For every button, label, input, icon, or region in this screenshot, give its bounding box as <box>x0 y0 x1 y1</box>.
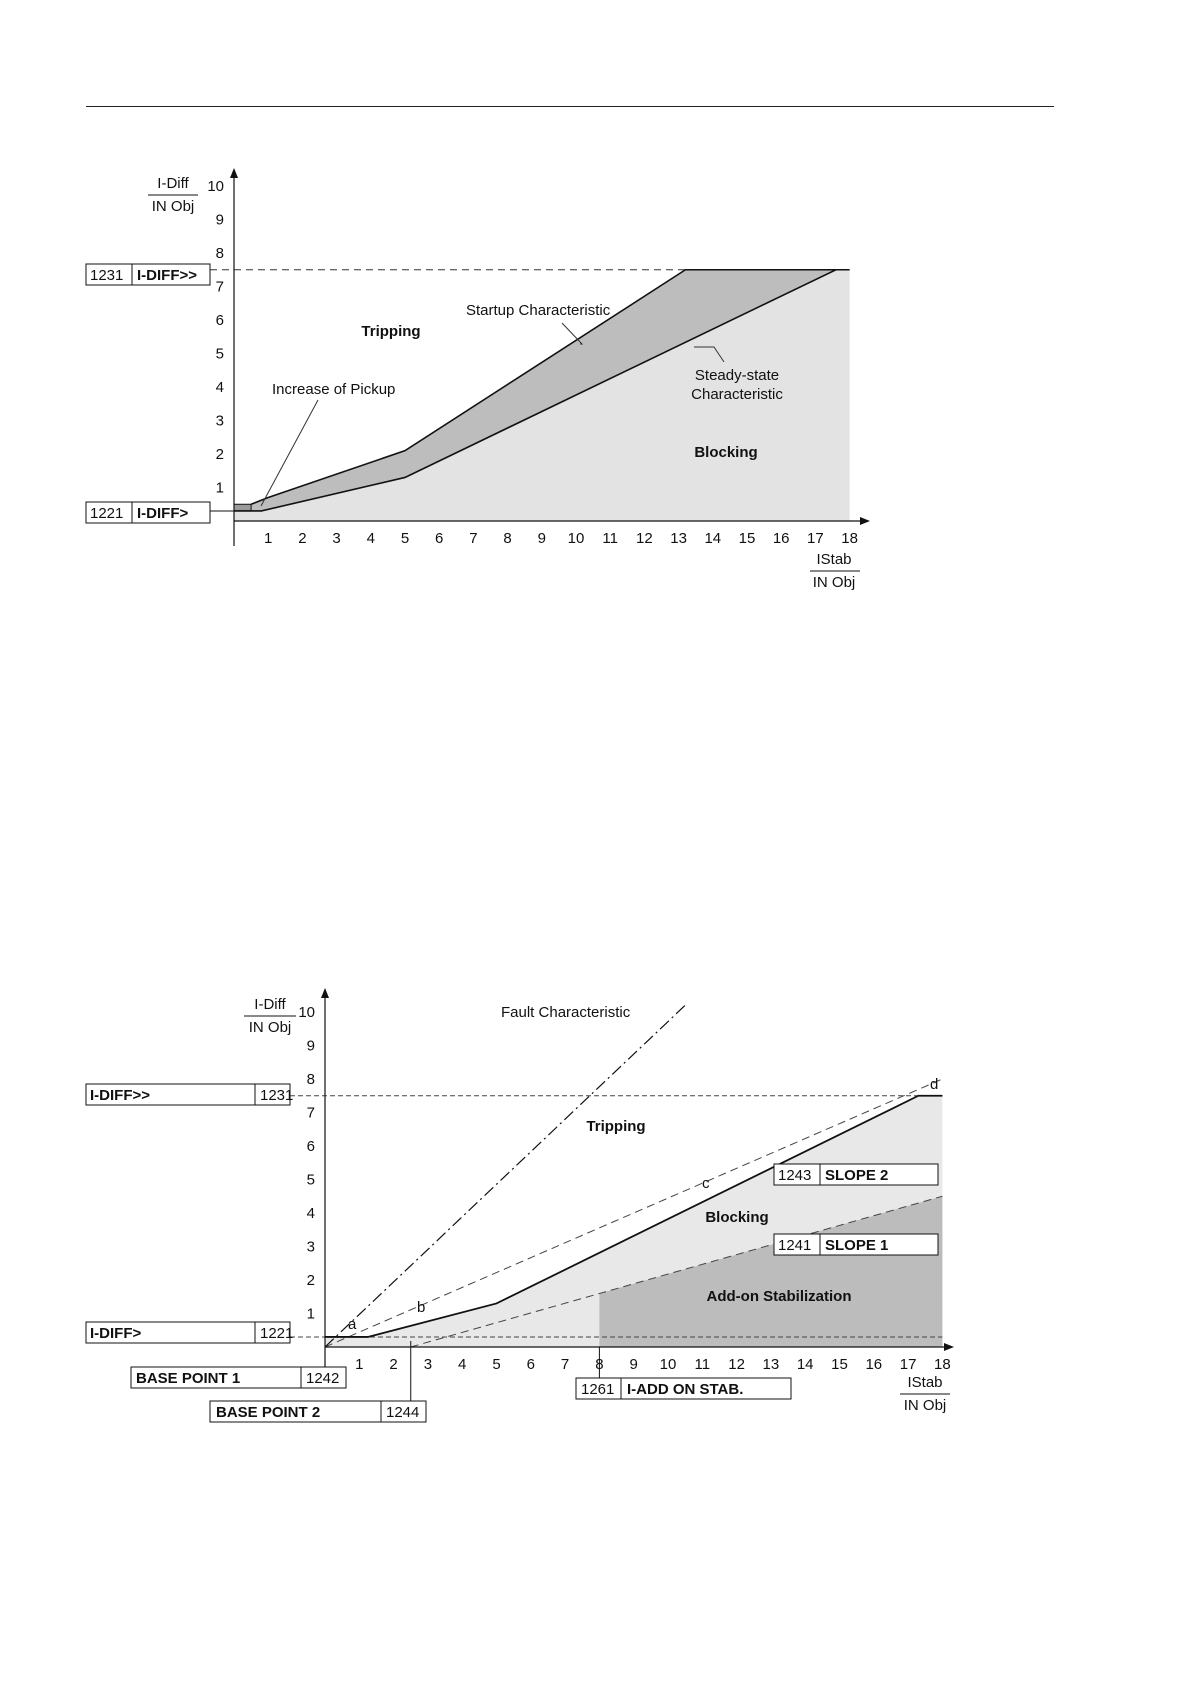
y-axis-label-den: IN Obj <box>151 198 195 215</box>
x-tick-label: 10 <box>659 1356 677 1373</box>
svg-text:1221: 1221 <box>90 505 124 522</box>
x-tick-label: 17 <box>899 1356 917 1373</box>
param-box-1231 <box>86 1084 293 1105</box>
point-label-c: c <box>702 1175 710 1192</box>
x-tick-label: 10 <box>567 530 585 547</box>
svg-text:1261: 1261 <box>581 1381 615 1398</box>
x-axis-label-num: IStab <box>816 551 852 568</box>
svg-text:SLOPE 2: SLOPE 2 <box>825 1167 889 1184</box>
svg-text:I-DIFF>>: I-DIFF>> <box>90 1087 151 1104</box>
y-tick-label: 4 <box>306 1205 315 1222</box>
x-tick-label: 14 <box>704 530 722 547</box>
chart-add-on-stabilization <box>0 985 1190 1445</box>
x-tick-label: 12 <box>636 530 653 547</box>
svg-text:BASE POINT 1: BASE POINT 1 <box>136 1370 241 1387</box>
x-axis-label-den: IN Obj <box>812 574 856 591</box>
svg-text:I-DIFF>: I-DIFF> <box>90 1325 142 1342</box>
annotation-steady-1: Steady-state <box>694 367 780 384</box>
x-tick-label: 14 <box>796 1356 814 1373</box>
y-tick-label: 8 <box>306 1071 315 1088</box>
point-label-d: d <box>930 1076 939 1093</box>
x-axis-label-num: IStab <box>907 1374 943 1391</box>
param-box-1221 <box>86 502 210 523</box>
y-tick-label: 3 <box>215 412 224 430</box>
x-axis-arrow <box>860 517 870 525</box>
y-tick-label: 2 <box>306 1272 315 1289</box>
x-tick-label: 12 <box>728 1356 745 1373</box>
annotation-startup: Startup Characteristic <box>466 302 611 319</box>
x-tick-label: 11 <box>602 530 618 547</box>
region-blocking: Blocking <box>694 444 758 461</box>
y-tick-label: 5 <box>215 345 224 363</box>
param-box-1261 <box>576 1378 791 1399</box>
y-axis-label-den: IN Obj <box>248 1019 292 1036</box>
svg-text:BASE POINT 2: BASE POINT 2 <box>216 1404 321 1421</box>
x-tick-label: 4 <box>366 530 375 547</box>
x-tick-label: 11 <box>694 1356 711 1373</box>
x-axis-label-den: IN Obj <box>903 1397 947 1414</box>
x-tick-label: 13 <box>670 530 687 547</box>
x-tick-label: 8 <box>503 530 512 547</box>
y-tick-label: 2 <box>215 446 224 463</box>
annotation-pickup: Increase of Pickup <box>272 381 396 398</box>
x-tick-label: 16 <box>772 530 790 547</box>
x-tick-label: 9 <box>629 1356 638 1373</box>
chart-startup-characteristic <box>0 160 1190 600</box>
y-tick-label: 1 <box>306 1305 315 1323</box>
svg-text:1221: 1221 <box>260 1325 294 1342</box>
svg-text:I-DIFF>: I-DIFF> <box>137 505 189 522</box>
x-axis-arrow <box>944 1343 954 1351</box>
x-tick-label: 18 <box>841 530 858 547</box>
svg-text:1242: 1242 <box>306 1370 340 1387</box>
x-tick-label: 15 <box>738 530 756 547</box>
increase-of-pickup-block <box>234 504 251 511</box>
y-tick-label: 4 <box>215 379 224 396</box>
param-box-1242 <box>131 1367 346 1388</box>
svg-text:1231: 1231 <box>90 267 124 284</box>
y-axis-label-num: I-Diff <box>157 175 189 192</box>
param-box-1243 <box>774 1164 938 1185</box>
y-tick-label: 10 <box>207 178 224 195</box>
x-tick-label: 4 <box>458 1356 467 1373</box>
annotation-steady-2: Characteristic <box>691 386 783 403</box>
x-tick-label: 5 <box>492 1356 501 1373</box>
y-tick-label: 9 <box>306 1037 315 1055</box>
region-tripping: Tripping <box>586 1118 646 1135</box>
x-tick-label: 6 <box>526 1356 535 1373</box>
param-box-1221 <box>86 1322 293 1343</box>
y-tick-label: 7 <box>306 1104 315 1122</box>
x-tick-label: 13 <box>762 1356 780 1373</box>
svg-text:1241: 1241 <box>778 1237 812 1254</box>
header-rule <box>86 106 1054 107</box>
svg-text:I-ADD ON STAB.: I-ADD ON STAB. <box>627 1381 744 1398</box>
annotation-fault: Fault Characteristic <box>501 1004 631 1021</box>
param-box-1244 <box>210 1401 426 1422</box>
point-label-b: b <box>417 1299 426 1316</box>
x-tick-label: 2 <box>389 1356 398 1373</box>
svg-text:1243: 1243 <box>778 1167 812 1184</box>
svg-text:I-DIFF>>: I-DIFF>> <box>137 267 198 284</box>
point-label-a: a <box>348 1316 357 1333</box>
y-tick-label: 6 <box>215 312 224 329</box>
y-tick-label: 10 <box>298 1004 315 1021</box>
x-tick-label: 18 <box>934 1356 951 1373</box>
x-tick-label: 1 <box>355 1356 364 1373</box>
svg-text:1244: 1244 <box>386 1404 420 1421</box>
y-axis-arrow <box>230 168 238 178</box>
x-tick-label: 3 <box>423 1356 433 1373</box>
region-blocking: Blocking <box>705 1209 769 1226</box>
y-tick-label: 1 <box>215 479 224 497</box>
y-tick-label: 9 <box>215 211 224 229</box>
param-box-1231 <box>86 264 210 285</box>
svg-text:SLOPE 1: SLOPE 1 <box>825 1237 889 1254</box>
x-tick-label: 3 <box>332 530 341 547</box>
param-box-1241 <box>774 1234 938 1255</box>
x-tick-label: 9 <box>537 530 546 547</box>
y-axis-arrow <box>321 988 329 998</box>
region-tripping: Tripping <box>361 323 421 340</box>
y-tick-label: 8 <box>215 245 224 262</box>
y-tick-label: 3 <box>306 1238 315 1256</box>
y-tick-label: 7 <box>215 278 224 296</box>
x-tick-label: 15 <box>831 1356 848 1373</box>
y-tick-label: 5 <box>306 1171 315 1189</box>
region-add-on: Add-on Stabilization <box>706 1288 852 1305</box>
x-tick-label: 1 <box>264 530 273 547</box>
svg-text:1231: 1231 <box>260 1087 294 1104</box>
x-tick-label: 6 <box>435 530 444 547</box>
x-tick-label: 8 <box>595 1356 604 1373</box>
x-tick-label: 7 <box>469 530 478 547</box>
x-tick-label: 16 <box>865 1356 883 1373</box>
y-tick-label: 6 <box>306 1138 315 1155</box>
x-tick-label: 7 <box>560 1356 570 1373</box>
x-tick-label: 2 <box>298 530 307 547</box>
y-axis-label-num: I-Diff <box>254 996 286 1013</box>
annotation-startup-leader <box>562 323 582 344</box>
x-tick-label: 17 <box>807 530 824 547</box>
x-tick-label: 5 <box>400 530 410 547</box>
